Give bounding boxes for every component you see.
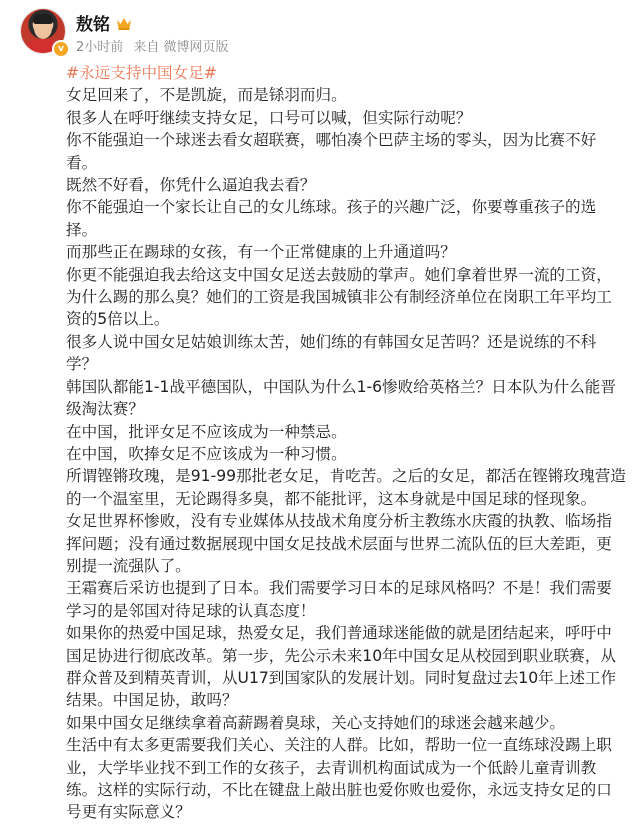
post-meta [76,36,235,55]
paragraph: 王霜赛后采访也提到了日本。我们需要学习日本的足球风格吗？不是！我们需要学习的是邻国对待足球的认真态度！ [66,579,612,620]
post-header [20,8,620,54]
user-name[interactable]: 敖铭 [76,15,110,35]
paragraph: 在中国，批评女足不应该成为一种禁忌。 [66,422,347,441]
paragraph: 韩国队都能1-1战平德国队，中国队为什么1-6惨败给英格兰？日本队为什么能晋级淘汰赛？ [66,377,616,419]
paragraph: 女足世界杯惨败，没有专业媒体从技战术角度分析主教练水庆霞的执教、临场指挥问题；没有通过数据展现中国女足技战术层面与世界二流队伍的巨大差距，更别提一流强队了。 [66,512,612,575]
paragraph: 生活中有太多更需要我们关心、关注的人群。比如，帮助一位一直练球没踢上职业，大学毕业找不到工作的女孩子，去青训机构面试成为一个低龄儿童青训教练。这样的实际行动，不比在键盘上敲出脏也爱你败也爱你，永远支持女足的口号更有实际意义？ [66,736,612,822]
avatar-hair [33,14,53,24]
paragraph: 女足回来了，不是凯旋，而是铩羽而归。 [66,86,347,105]
paragraph: 如果你的热爱中国足球，热爱女足，我们普通球迷能做的就是团结起来，呼吁中国足协进行彻底改革。第一步，先公示未来10年中国女足从校园到职业联赛，从群众普及到精英青训，从U17到国家队的发展计划。同时复盘过去10年上述工作结果。中国足协，敢吗？ [66,624,617,710]
paragraph: 在中国，吹捧女足不应该成为一种习惯。 [66,444,347,463]
paragraph: 如果中国女足继续拿着高薪踢着臭球，关心支持她们的球迷会越来越少。 [66,713,566,732]
paragraph: 所谓铿锵玫瑰，是91-99那批老女足，肯吃苦。之后的女足，都活在铿锵玫瑰营造的一个温室里，无论踢得多臭，都不能批评，这本身就是中国足球的怪现象。 [66,467,626,508]
post-time[interactable]: 2小时前 [76,40,124,55]
paragraph: 你不能强迫一个球迷去看女超联赛，哪怕凑个巴萨主场的零头，因为比赛不好看。 [66,131,597,172]
paragraph: 很多人说中国女足姑娘训练太苦，她们练的有韩国女足苦吗？还是说练的不科学？ [66,332,597,374]
crown-icon [116,16,132,30]
post-content [66,62,626,824]
verified-badge-icon: v [52,40,70,58]
paragraph: 既然不好看，你凭什么逼迫我去看？ [66,176,316,195]
paragraph: 而那些正在踢球的女孩，有一个正常健康的上升通道吗？ [66,243,456,262]
name-row [76,10,132,35]
paragraph: 你不能强迫一个家长让自己的女儿练球。孩子的兴趣广泛，你要尊重孩子的选择。 [66,198,597,239]
hashtag-link[interactable]: #永远支持中国女足# [66,64,217,82]
paragraph: 你更不能强迫我去给这支中国女足送去鼓励的掌声。她们拿着世界一流的工资，为什么踢的那么臭？她们的工资是我国城镇非公有制经济单位在岗职工年平均工资的5倍以上。 [66,265,612,329]
post-source: 来自 微博网页版 [133,40,229,55]
paragraph: 很多人在呼吁继续支持女足，口号可以喊，但实际行动呢？ [66,108,472,127]
